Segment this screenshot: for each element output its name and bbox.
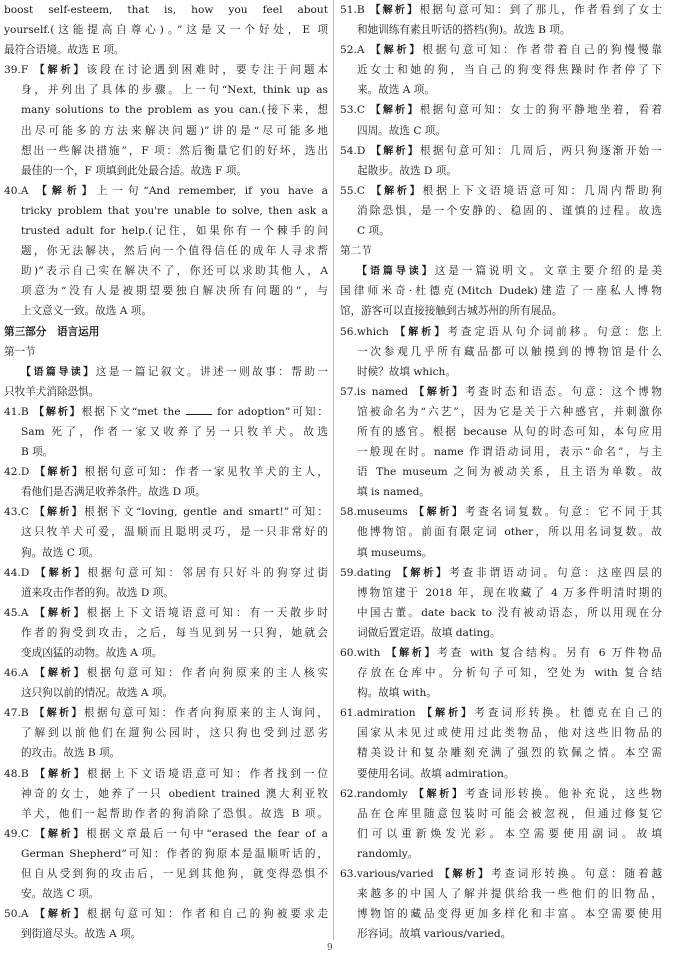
line-text: 们可以重新焕发光彩。本空需要使用副词。故填	[357, 827, 662, 840]
analysis-label: 【解析】	[36, 185, 97, 197]
answer-number: 54.D	[340, 144, 366, 157]
line-text: 根据下文“met the	[81, 405, 181, 418]
line-text: 形容词。故填 various/varied。	[357, 928, 512, 941]
analysis-label: 【解析】	[370, 5, 420, 16]
line-text: 根据句意可知：邻居有只好斗的狗穿过街	[87, 566, 328, 579]
analysis-label: 【解析】	[386, 648, 438, 659]
line-text: 想出一些解决措施”，F 项：然后衡量它们的好坏，选出	[21, 144, 328, 157]
line-text: 来越多的中国人了解并提供给我一些他们的旧物品，	[357, 888, 662, 901]
line-text: 出尽可能多的方法来解决问题)”讲的是“尽可能多地	[21, 124, 328, 137]
text-line	[340, 924, 662, 944]
column-divider	[333, 0, 334, 940]
text-line	[4, 362, 328, 382]
text-line	[340, 482, 662, 502]
answer-number: 51.B	[340, 4, 365, 16]
text-line	[4, 804, 328, 824]
text-line	[340, 442, 662, 462]
line-text: 身，并列出了具体的步骤。上一句“Next, think up as	[21, 84, 328, 97]
text-line	[340, 804, 662, 824]
text-line	[340, 824, 662, 844]
answer-line	[4, 60, 328, 80]
line-text: 这只牧羊犬可爱，温顺而且聪明灵巧，是一只非常好的	[21, 526, 328, 539]
text-line	[4, 221, 328, 241]
analysis-label: 【解析】	[422, 708, 475, 720]
line-text: 根据句意可知：作者和自己的狗被要求走	[86, 908, 328, 921]
analysis-label: 【解析】	[413, 507, 465, 519]
analysis-label: 【解析】	[35, 467, 85, 479]
text-line	[4, 784, 328, 804]
answer-line	[340, 502, 662, 522]
text-line	[340, 342, 662, 362]
answer-number: 63.various/varied	[340, 868, 434, 881]
line-text: Sam 死了，作者一家又收养了另一只牧羊犬。故选	[21, 425, 328, 438]
line-text: 博物馆建于 2018 年，现在收藏了 4 万多件明清时期的	[357, 586, 662, 599]
line-text: 近女士和她的狗，当自己的狗变得焦躁时作者停了下	[357, 64, 662, 77]
answer-line	[340, 181, 662, 201]
answer-line	[340, 382, 662, 402]
answer-line	[340, 100, 662, 120]
text-line	[340, 201, 662, 221]
line-text: 考查词形转换。杜德克在自己的	[474, 707, 662, 720]
text-line	[4, 141, 328, 161]
line-text: many solutions to the problem as you can.(接下来，想	[21, 104, 328, 117]
line-text: 狗。故选 C 项。	[21, 546, 100, 559]
line-text: trusted adult for help.(记住，如果你有一个棘手的问	[21, 225, 328, 238]
line-text: 项意为“没有人是被期望要独自解决所有问题的”，与	[21, 285, 328, 298]
text-line	[340, 60, 662, 80]
line-text: 时候？故填 which。	[357, 365, 456, 378]
line-text: tricky problem that you're unable to solve, then ask a	[21, 204, 328, 217]
line-text: 中国古董。date back to 没有被动语态，所以用现在分	[357, 606, 662, 619]
line-text: 起散步。故选 D 项。	[357, 164, 457, 177]
text-line	[4, 683, 328, 703]
text-line	[340, 161, 662, 181]
line-text: B 项。	[21, 446, 54, 459]
page-number: 9	[327, 943, 333, 953]
answer-number: 57.is named	[340, 385, 408, 398]
text-line	[340, 281, 662, 301]
text-line	[4, 442, 328, 462]
line-text: 根据句意可知：作者向狗原来的主人核实	[86, 667, 328, 680]
answer-line	[4, 603, 328, 623]
answer-line	[340, 563, 662, 583]
line-text: 根据句意可知：几周后，两只狗逐渐开始一	[420, 144, 662, 157]
line-text: 但自从受到狗的攻击后，一见到其他狗，就变得恐惧不	[21, 868, 328, 881]
answer-number: 40.A	[4, 184, 29, 197]
line-text: 考查 with 复合结构。另有 6 万件物品	[437, 647, 662, 659]
text-line	[340, 221, 662, 241]
answer-number: 46.A	[4, 667, 29, 680]
answer-number: 61.admiration	[340, 707, 416, 720]
line-text: 神奇的女士，她养了一只 obedient trained 澳大利亚牧	[21, 787, 328, 800]
analysis-label: 【解析】	[34, 909, 87, 921]
line-text: 根据句意可知：作者带着自己的狗慢慢靠	[422, 44, 662, 57]
line-text: 考查定语从句介词前移。句意：您上	[447, 325, 662, 338]
line-text: 作者的狗受到攻击，之后，每当见到另一只狗，她就会	[21, 626, 328, 639]
line-text: 上一句“And remember, if you have a	[96, 184, 328, 197]
line-text: 安。故选 C 项。	[21, 888, 100, 901]
line-text: 最符合语境。故选 E 项。	[4, 44, 125, 57]
answer-number: 44.D	[4, 566, 30, 579]
answer-line	[340, 784, 662, 804]
text-line	[4, 543, 328, 563]
answer-line	[340, 864, 662, 884]
text-line	[4, 281, 328, 301]
answer-line	[4, 563, 328, 583]
answer-line	[4, 663, 328, 683]
line-text: 馆，游客可以直接接触到古城苏州的所有展品。	[340, 305, 563, 318]
line-text: 国律师米奇·杜德克(Mitch Dudek)建造了一座私人博物	[340, 285, 662, 298]
text-line	[340, 603, 662, 623]
analysis-label: 【解析】	[395, 326, 448, 338]
line-text: 了解到以前他们在遛狗公园时，这只狗也受到过恶劣	[21, 727, 328, 740]
answer-line	[340, 141, 662, 161]
text-line	[340, 362, 662, 382]
line-text: 存放在仓库中。分析句子可知，空处为 with 复合结	[357, 667, 662, 680]
answer-line	[340, 0, 662, 20]
line-text-tail: for adoption”可知：	[217, 405, 328, 418]
line-text: 根据下文“loving, gentle and smart!”可知：	[84, 506, 328, 519]
answer-number: 47.B	[4, 707, 29, 720]
line-text: 填 is named。	[357, 486, 430, 499]
answer-number: 53.C	[340, 104, 365, 117]
line-text: 构。故填 with。	[357, 687, 437, 700]
text-line	[4, 884, 328, 904]
line-text: 根据上下文语境语意可知：作者找到一位	[86, 767, 328, 780]
line-text: 考查词形转换。句意：随着越	[490, 868, 662, 881]
line-text: yourself.(这能提高自尊心)。”这是又一个好处，E 项	[4, 24, 328, 37]
line-text: 所有的感官。根据 because 从句的时态可知，本句应用	[357, 425, 662, 438]
answer-line	[4, 502, 328, 522]
line-text: 考查词形转换。他补充说，这些物	[464, 787, 662, 800]
answer-line	[340, 643, 662, 663]
analysis-label: 【语篇导读】	[357, 266, 435, 278]
answer-number: 50.A	[4, 908, 29, 921]
line-text: 到街道尽头。故选 A 项。	[21, 928, 142, 941]
line-text: 这是一篇说明文。文章主要介绍的是美	[434, 265, 662, 278]
line-text: C 项。	[357, 225, 390, 238]
text-line	[4, 844, 328, 864]
text-line	[4, 482, 328, 502]
answer-number: 39.F	[4, 64, 29, 77]
answer-number: 41.B	[4, 405, 29, 418]
text-line	[4, 422, 328, 442]
analysis-label: 【解析】	[34, 708, 84, 720]
analysis-label: 【语篇导读】	[21, 366, 96, 378]
answer-line	[4, 703, 328, 723]
answer-number: 59.dating	[340, 566, 392, 579]
line-text: German Shepherd”可知：作者的狗原本是温顺听话的，	[21, 847, 328, 860]
right-column	[340, 0, 662, 944]
line-text: 馆被命名为“六艺”，因为它是关于六种感官，并刺激你	[357, 405, 662, 418]
analysis-label: 【解析】	[414, 386, 465, 398]
line-text: 的攻击。故选 B 项。	[21, 747, 121, 760]
text-line	[4, 0, 328, 20]
text-line	[340, 261, 662, 281]
line-text: randomly。	[357, 847, 419, 860]
analysis-label: 【解析】	[34, 65, 87, 77]
analysis-label: 【解析】	[34, 668, 87, 680]
line-text: 这只狗以前的情况。故选 A 项。	[21, 687, 174, 700]
analysis-label: 【解析】	[35, 828, 87, 840]
line-text: 根据句意可知：到了那儿，作者看到了女士	[419, 4, 662, 16]
line-text: 品在仓库里随意包装时可能会被忽视，但通过修复它	[357, 807, 662, 820]
text-line	[340, 623, 662, 643]
text-line	[340, 402, 662, 422]
text-line	[4, 864, 328, 884]
answer-number: 52.A	[340, 44, 365, 57]
text-line	[340, 422, 662, 442]
line-text: 消除恐惧，是一个安静的、稳固的、谨慎的过程。故选	[357, 204, 662, 217]
text-line	[340, 884, 662, 904]
line-text: 道来攻击作者的狗。故选 D 项。	[21, 586, 174, 599]
analysis-label: 【解析】	[439, 869, 491, 881]
answer-number: 55.C	[340, 184, 365, 197]
line-text: 最佳的一个，F 项填到此处最合适。故选 F 项。	[21, 164, 248, 177]
text-line	[4, 241, 328, 261]
text-line	[4, 743, 328, 763]
text-line	[4, 643, 328, 663]
analysis-label: 【解析】	[370, 145, 421, 157]
text-line	[4, 40, 328, 60]
text-line	[4, 723, 328, 743]
line-text: 变成凶猛的动物。故选 A 项。	[21, 647, 163, 659]
answer-line	[4, 462, 328, 482]
text-line	[4, 522, 328, 542]
text-line	[4, 924, 328, 944]
line-text: 填 museums。	[357, 546, 433, 559]
line-text: 第三部分 语言运用	[4, 325, 100, 338]
text-line	[340, 241, 662, 261]
line-text: boost self-esteem, that is, how you feel about	[4, 4, 328, 16]
line-text: 根据上下文语境语意可知：几周内帮助狗	[422, 184, 662, 197]
text-line	[4, 261, 328, 281]
text-line	[340, 462, 662, 482]
line-text: 根据句意可知：作者一家见牧羊犬的主人，	[84, 466, 328, 479]
line-text: 四周。故选 C 项。	[357, 124, 446, 137]
analysis-label: 【解析】	[370, 45, 423, 57]
answer-line	[4, 181, 328, 201]
text-line	[4, 342, 328, 362]
line-text: 根据句意可知：女士的狗平静地坐着，看着	[419, 104, 662, 117]
line-text: 上文意义一致。故选 A 项。	[21, 305, 152, 318]
text-line	[4, 80, 328, 100]
text-line	[340, 301, 662, 321]
answer-line	[4, 764, 328, 784]
answer-number: 42.D	[4, 466, 30, 479]
text-line	[340, 844, 662, 864]
text-line	[340, 522, 662, 542]
line-text: 一次参观几乎所有藏品都可以触摸到的博物馆是什么	[357, 345, 662, 358]
analysis-label: 【解析】	[34, 607, 87, 619]
line-text: 助)”表示自己实在解决不了，你还可以求助其他人，A	[21, 265, 328, 278]
line-text: 第一节	[4, 345, 36, 358]
answer-line	[4, 824, 328, 844]
line-text: 一般现在时。name 作谓语动词用，表示“命名”，与主	[357, 446, 662, 459]
text-line	[4, 382, 328, 402]
line-text: 根据句意可知：作者向狗原来的主人询问，	[83, 707, 328, 720]
analysis-label: 【解析】	[413, 788, 465, 800]
answer-number: 48.B	[4, 767, 29, 780]
answer-number: 60.with	[340, 647, 381, 659]
line-text: 词做后置定语。故填 dating。	[357, 626, 501, 639]
answer-line	[340, 703, 662, 723]
line-text: 国家从未见过或使用过此类物品，他对这些旧物品的	[357, 727, 662, 740]
answer-number: 56.which	[340, 325, 389, 338]
text-line	[4, 583, 328, 603]
section-heading	[4, 322, 328, 342]
line-text: 考查名词复数。句意：它不同于其	[464, 506, 662, 519]
answer-line	[340, 322, 662, 342]
analysis-label: 【解析】	[34, 768, 87, 780]
analysis-label: 【解析】	[371, 185, 423, 197]
line-text: 博物馆的藏品变得更加多样化和丰富。本空需要使用	[357, 908, 662, 921]
answer-number: 45.A	[4, 606, 29, 619]
analysis-label: 【解析】	[370, 105, 420, 117]
text-line	[4, 201, 328, 221]
line-text: 精美设计和复杂雕刻充满了强烈的钦佩之情。本空需	[357, 747, 662, 760]
line-text: 根据文章最后一句中“erased the fear of a	[86, 827, 328, 840]
line-text: 只牧羊犬消除恐惧。	[4, 385, 100, 398]
text-line	[340, 683, 662, 703]
text-line	[340, 20, 662, 40]
line-text: 语 The museum 之间为被动关系，且主语为单数。故	[357, 466, 662, 479]
line-text: 和她训练有素且听话的搭档(狗)。故选 B 项。	[357, 24, 571, 37]
text-line	[340, 743, 662, 763]
answer-number: 43.C	[4, 506, 29, 519]
text-line	[340, 904, 662, 924]
analysis-label: 【解析】	[35, 567, 88, 579]
analysis-label: 【解析】	[34, 507, 85, 519]
text-line	[4, 161, 328, 181]
line-text: 根据上下文语境语意可知：有一天散步时	[86, 606, 328, 619]
text-line	[4, 121, 328, 141]
text-line	[340, 543, 662, 563]
line-text: 看他们是否满足收养条件。故选 D 项。	[21, 486, 206, 499]
answer-number: 49.C	[4, 827, 29, 840]
text-line	[4, 623, 328, 643]
text-line	[340, 80, 662, 100]
answer-line	[4, 402, 328, 422]
text-line	[4, 100, 328, 120]
line-text: 题，你无法解决，然后向一个值得信任的成年人寻求帮	[21, 245, 328, 258]
text-line	[4, 301, 328, 321]
text-line	[340, 723, 662, 743]
line-text: 第二节	[340, 245, 372, 258]
line-text: 要使用名词。故填 admiration。	[357, 767, 515, 780]
line-text: 考查非谓语动词。句意：这座四层的	[449, 566, 662, 579]
line-text: 羊犬，他们一起帮助作者的狗消除了恐惧。故选 B 项。	[21, 807, 328, 820]
answer-line	[340, 40, 662, 60]
line-text: 来。故选 A 项。	[357, 84, 435, 97]
text-line	[340, 663, 662, 683]
analysis-label: 【解析】	[397, 567, 450, 579]
left-column	[4, 0, 328, 944]
line-text: 他博物馆。前面有限定词 other，所以用名词复数。故	[357, 526, 662, 539]
line-text: 该段在讨论遇到困难时，要专注于问题本	[86, 64, 328, 77]
text-line	[340, 583, 662, 603]
fill-blank	[186, 404, 212, 415]
answer-number: 58.museums	[340, 506, 408, 519]
analysis-label: 【解析】	[33, 406, 82, 418]
answer-line	[4, 904, 328, 924]
answer-number: 62.randomly	[340, 787, 408, 800]
text-line	[340, 764, 662, 784]
line-text: 考查时态和语态。句意：这个博物	[464, 385, 662, 398]
line-text: 这是一篇记叙文。讲述一则故事：帮助一	[95, 365, 328, 378]
text-line	[340, 121, 662, 141]
text-line	[4, 20, 328, 40]
